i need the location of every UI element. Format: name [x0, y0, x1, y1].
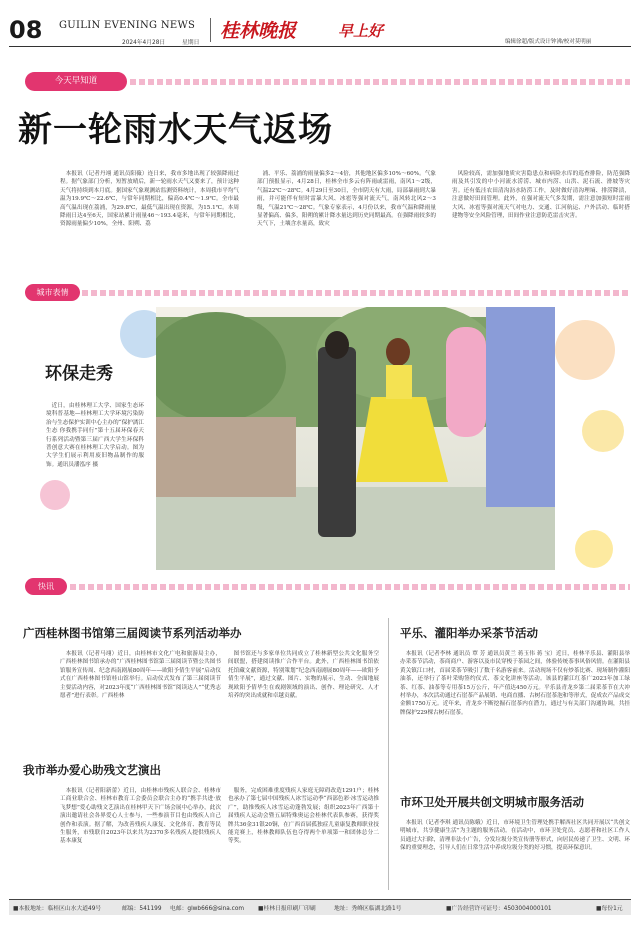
- brief-tag-trail: [70, 584, 630, 590]
- charity-col-1-text: 本报讯（记者阳新蕾）近日，由桂林市残疾人联合会、桂林市工商业联合会、桂林市教育工会委员会联合主办的“携手共进·放飞梦想”爱心助残文艺演出在桂林甲天下广场会展中心举办，此次演出邀请社会各界爱心人士参与，一些参演节目也由残疾人自己创作和表演。据了解，为改善残疾人康复、文化体育、教育等民生服务，市残联自2023年以来共为2370多名残疾人提供残疾人基本康复: [60, 788, 221, 845]
- tea-body: [400, 650, 630, 775]
- feature-caption-text: 近日，由桂林理工大学、国家生态环境科普基地—桂林理工大学环境污染防治与生态保护实训中心主办的“保护漓江生态 你我携手同行”第十五届环保春天行系列活动暨第三届广西大学生环保科普创意大赛在桂林理工大学启动。图为大学生们展示利用废旧物品制作的服饰。通讯员潘泓序 摄: [46, 403, 144, 468]
- masthead: [0, 0, 640, 46]
- photo-backdrop: [486, 307, 555, 507]
- health-body: [400, 819, 630, 891]
- library-col-1-text: 本报讯（记者马翊）近日，由桂林市文化广电和旅游局主办，广西桂林图书馆承办的“广西桂林图书馆第三届阅读节暨公共图书馆服务宣传周、纪念西南剧展80周年——欧阳予倩生平展”启动仪式在广西桂林图书馆桂山馆举行。启动仪式发布了第三届阅读节主要活动内容，对2023年度“广西桂林图书馆“阅读达人”“优秀志愿者”进行表彰。广西桂林: [60, 651, 221, 700]
- library-col-1: [60, 650, 221, 750]
- footer-price: ■每份1元: [596, 906, 623, 912]
- health-body-text: 本报讯（记者李琪 通讯员陈娥）近日，市环境卫生管理处携手解西社区共同开展以“共创文明城市，共享健康生活”为主题的服务活动。在活动中，市环卫处党员、志愿者和社区工作人员通过大扫除，清理非法小广告，分发垃圾分类宣传册等形式，向居民传递了卫生、文明、环保的重要理念，引导人们在日常生活中养成垃圾分类的好习惯，提高环保意识。: [400, 820, 630, 852]
- footer-postcode: 邮编：541199: [122, 906, 162, 912]
- lead-col-1: [60, 170, 239, 280]
- lead-col-3-text: 风险较高，需加强地质灾害隐患点和病险水库的巡查排险，防范强降雨及其引发的中小河流水涝涝、城市内涝、山洪、泥石流、滑坡等灾害。还有低洼农田清沟沥水防涝工作，及时做好清沟理墒、排涝降渍，注意做好田间管理。此外，在强对流天气多发期，需注意加强短时雷雨大风、冰雹等强对流天气对电力、交通、江河航运、户外活动、临时搭建物等安全风险管理，田间作业注意防范雷击灾害。: [452, 171, 630, 220]
- photo-audience: [156, 417, 296, 497]
- editors-credit: 编辑徐超/版式设计钟沸/校对莫明丽: [505, 39, 592, 45]
- feature-tag-trail: [82, 290, 630, 296]
- tea-body-text: 本报讯（记者李林 通讯员 覃 芳 通讯员黄兰 蒋玉伟 蒋 宝）近日，桂林平乐县、灌阳县举办采茶节活动，茶商商户、游客以及市民穿梭于茶园之间，体验传统茶事风俗风情。在灌阳县黄关镇江口村，首届采茶节吸引了数千名游客前来。活动现场不仅有炒茶比赛、现场制作灌阳油茶，还举行了茶叶采购签约仪式、茶文化讲座等活动。该县的灌江红茶广2023年加工绿茶、红茶、油茶等专用茶15万公斤，年产值达450万元。平乐县青龙乡第二届采茶节在大冲村举办，本次活动通过石崖茶产品展销、电商直播、古树石崖茶泡和等形式，促成农产品成交金额1750万元。近年来，青龙乡不断挖掘石崖茶内在潜力，通过与有关部门沟通协调，共挂牌保护229棵古树石崖茶。: [400, 651, 630, 716]
- deco-circle-peach: [555, 320, 615, 380]
- lead-col-2: [257, 170, 436, 280]
- lead-tag: 今天早知道: [54, 76, 98, 86]
- footer-address: ■本报地址：临桂区山水大道49号: [13, 906, 102, 912]
- lead-tag-trail: [130, 79, 630, 85]
- feature-photo: [156, 307, 555, 570]
- deco-circle-yellow-2: [575, 530, 613, 568]
- library-headline: 广西桂林图书馆第三届阅读节系列活动举办: [23, 626, 242, 640]
- issue-date: 2024年4月28日: [122, 40, 166, 46]
- library-col-2: [228, 650, 379, 750]
- charity-headline: 我市举办爱心助残文艺演出: [23, 763, 161, 777]
- section-name: 早上好: [338, 22, 384, 40]
- lead-col-3: [452, 170, 630, 280]
- masthead-divider: [210, 18, 211, 42]
- page-number: 08: [9, 16, 43, 44]
- tea-headline: 平乐、灌阳举办采茶节活动: [400, 626, 538, 640]
- library-col-2-text: 图书馆还与多家单位共同成立了桂林新型公共文化服务空间联盟，搭建阅读推广合作平台。此外，广西桂林图书馆依托馆藏文献资源，特别策划“纪念西南剧展80周年——欧阳予倩生平展”，通过文献、图片、实物的展示，生动、全面地展现欧阳予倩毕生在戏剧领域的演出、创作、理论研究、人才培养的突出成就和卓越贡献。: [228, 651, 379, 700]
- deco-circle-yellow: [582, 410, 624, 452]
- column-divider: [388, 618, 389, 890]
- photo-model-male-head: [325, 331, 349, 359]
- health-headline: 市环卫处开展共创文明城市服务活动: [400, 795, 584, 809]
- lead-col-1-text: 本报讯（记者丹翊 通讯员阳薇）连日来，我市多地出现了较强降雨过程。据气象部门分析，短暂放晴后，新一轮雨水天气又要来了，预计这种天气将持续到本月底。据国家气象观测站监测资料统计，本周我市平均气温为19.9℃～22.6℃，与常年同期相比，偏高0.4℃～1.9℃。全市最高气温出现在荔浦，为29.8℃，最低气温出现在资源，为15.1℃。本周降雨日达4至6天，国家站累计雨量46～193.4毫米，与常年同期相比，资源雨量偏少10%，全州、阳朔、荔: [60, 171, 239, 228]
- lead-col-2-text: 浦、平乐、荔浦的雨量偏多2～4倍，其他地区偏多10%～60%。气象部门预报显示，4月28日，桂林全市多云有阵雨或雷雨，南风1～2级，气温22℃～28℃。4月29日至30日，全市阴天有大雨，局部暴雨到大暴雨，并可能伴有短时雷暴大风、冰雹等强对流天气，南风转北风2～3级，气温21℃～28℃。气象专家表示，4月份以来，我市气温和降雨量显著偏高、偏多，阳朔的累计降水量达到历史同期最高。在强降雨较多的天气下，土壤含水量高，致灾: [257, 171, 436, 228]
- feature-tag: 城市表情: [25, 284, 80, 301]
- footer-printer: ■桂林日报印刷厂印刷: [258, 906, 316, 912]
- paper-name-cn: 桂林晚报: [220, 20, 297, 42]
- photo-model-male: [318, 347, 356, 537]
- masthead-rule: [9, 46, 631, 47]
- issue-weekday: 星期日: [182, 40, 200, 46]
- charity-col-2: [228, 787, 379, 887]
- charity-col-1: [60, 787, 221, 887]
- footer-printer-address: 地址：秀峰区临湖北路1号: [334, 906, 402, 912]
- feature-title: 环保走秀: [45, 364, 113, 384]
- paper-name-en: GUILIN EVENING NEWS: [59, 20, 196, 31]
- footer-ad-license: ■广告经营许可证号：4503004000101: [446, 906, 552, 912]
- charity-col-2-text: 服务，完成困难重度残疾人家庭无障碍改造1291户；桂林也承办了第七届中国残疾人冰雪运动季“西部色彩·冰雪运动推广”，助推残疾人冰雪运动蓬勃发展；组织2023年广西第十届残疾人运动会暨五届特殊奥运会桂林代表队参赛，获得奖牌共36金31银20铜，在广西首届孤独症儿童康复教师职业技能竞赛上，桂林教师队伍也夺得两个单项第一和团体总分二等奖。: [228, 788, 379, 845]
- feature-caption: [46, 402, 144, 536]
- photo-model-female-head: [386, 338, 410, 366]
- footer-email: 电邮：glwb666@sina.com: [170, 906, 245, 912]
- photo-mascot: [446, 327, 486, 437]
- photo-model-female-top: [386, 365, 412, 399]
- lead-headline: 新一轮雨水天气返场: [18, 110, 333, 150]
- brief-tag: 快讯: [25, 578, 67, 595]
